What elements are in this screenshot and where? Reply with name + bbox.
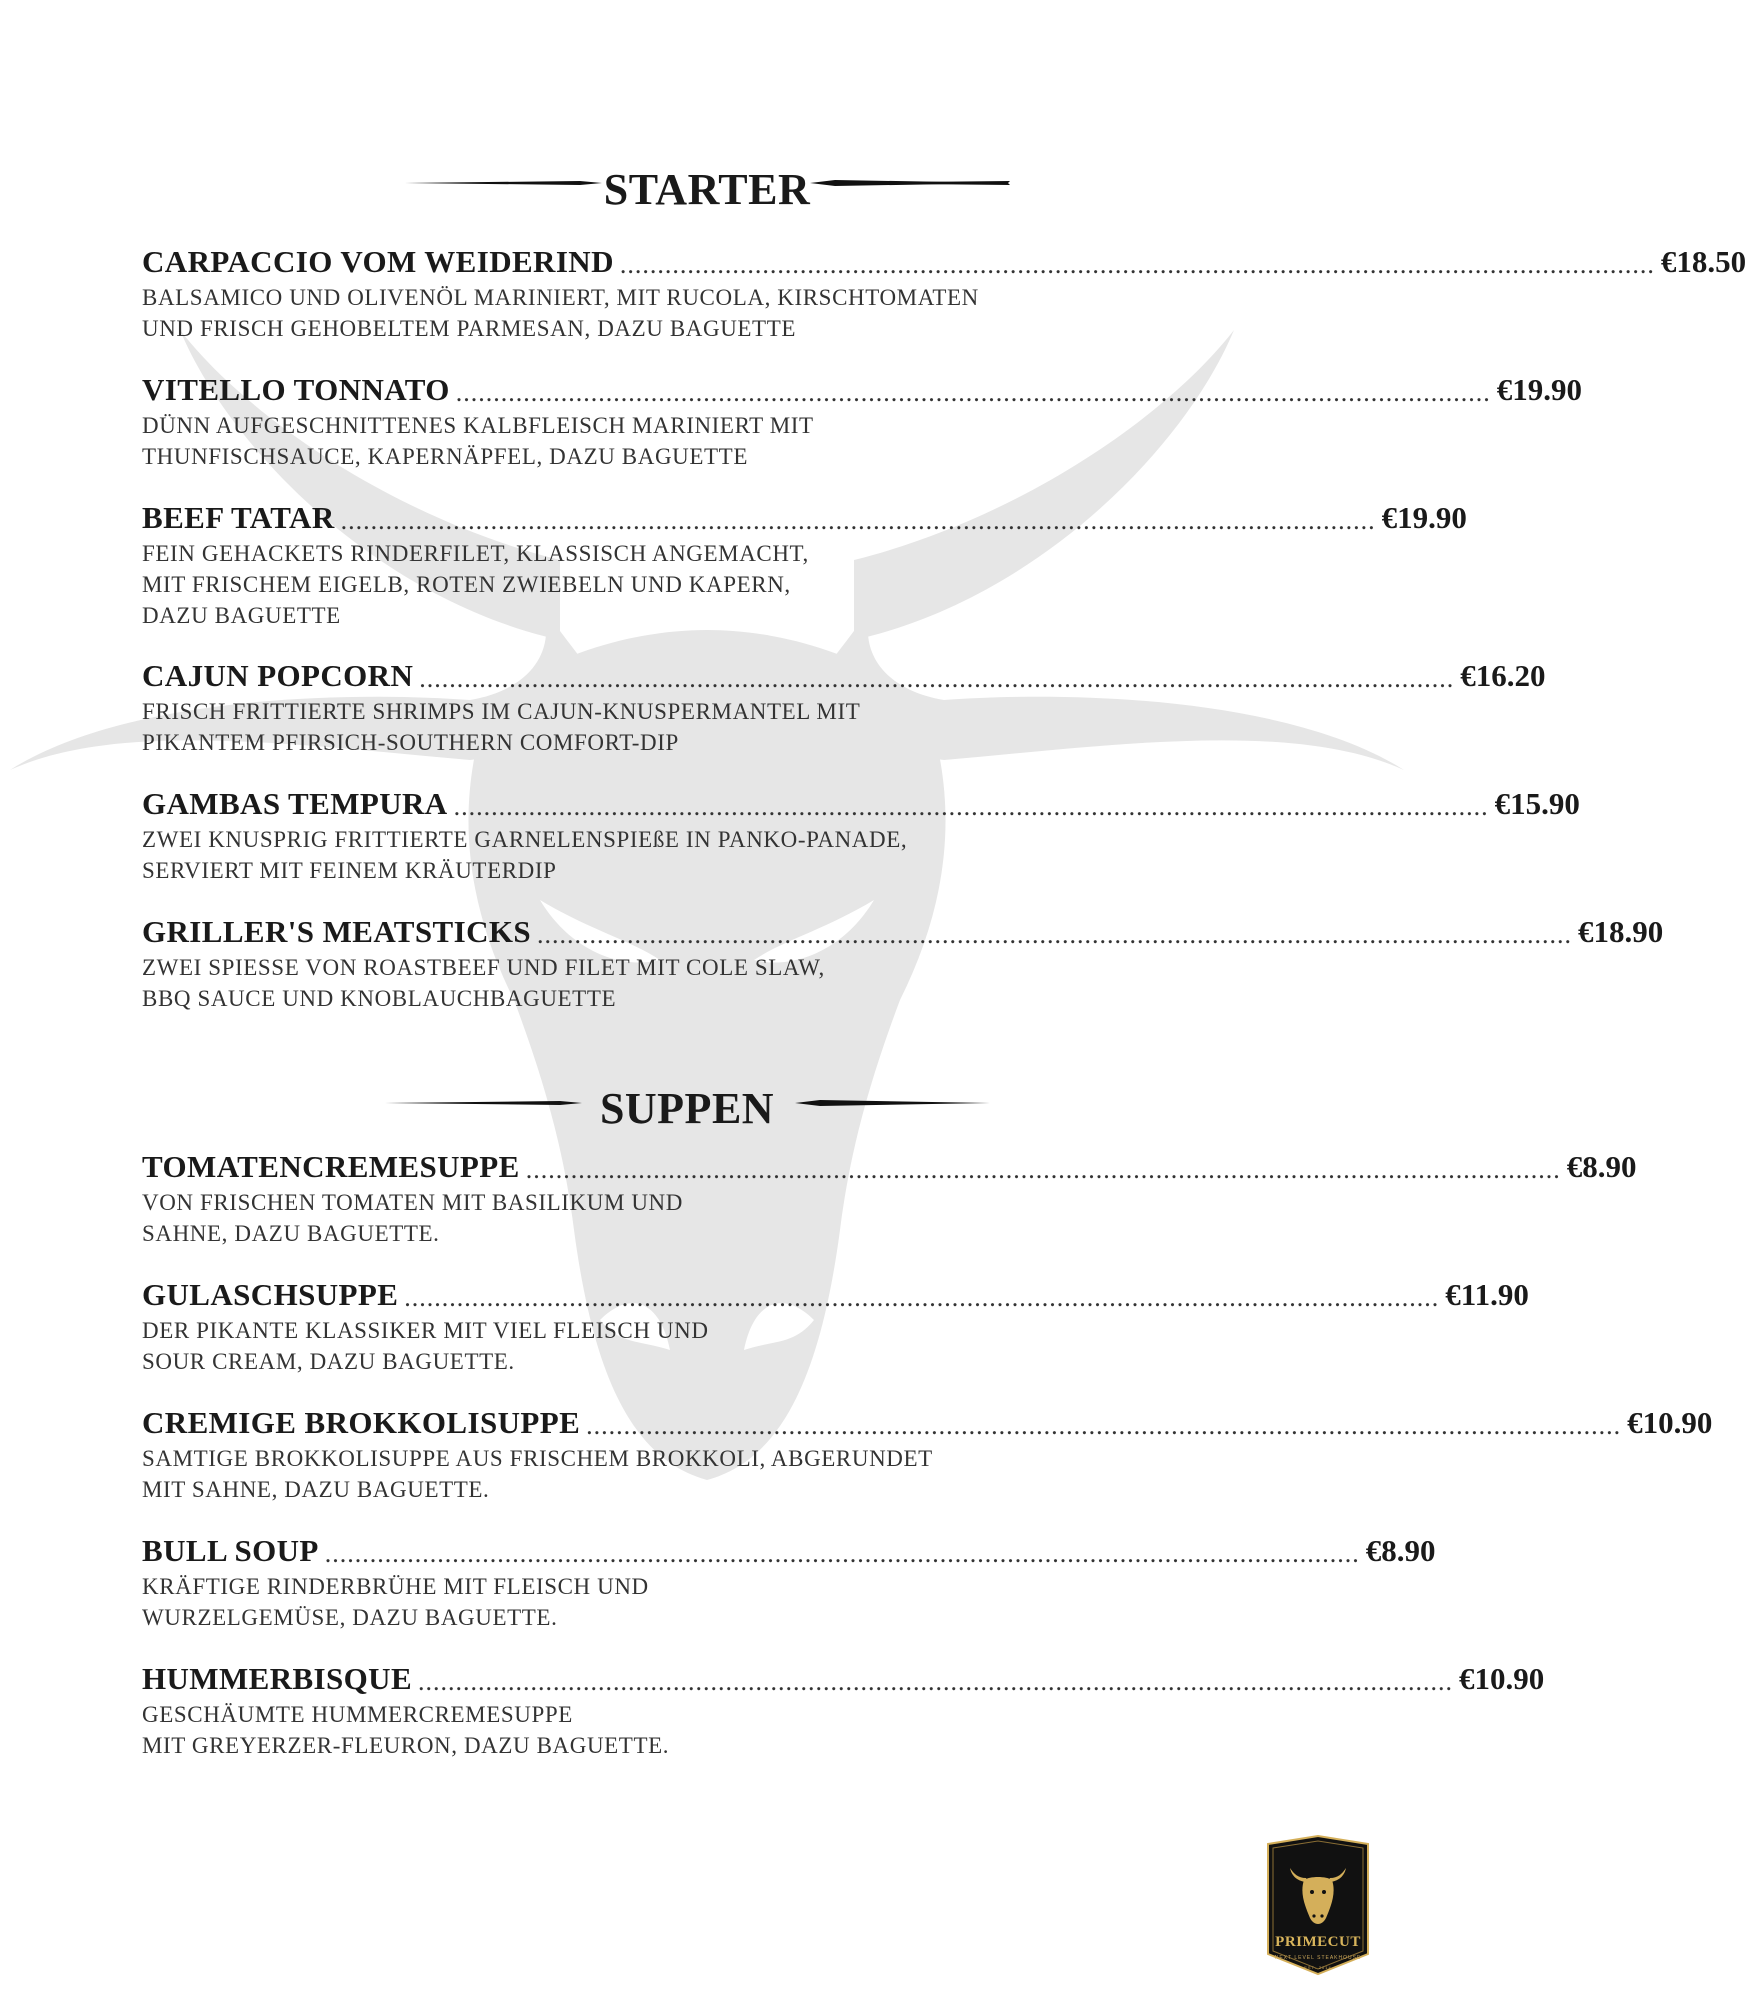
logo-tagline: NEXT LEVEL STEAKHOUSE (1274, 1955, 1362, 1961)
leader-dots: .......................................................................................................................................... (418, 1667, 1454, 1696)
menu-item (142, 782, 1580, 886)
menu-item (142, 654, 1546, 758)
menu-item (142, 1273, 1529, 1377)
menu-item (142, 1657, 1545, 1761)
item-price: €11.90 (1445, 1277, 1529, 1312)
item-price: €16.20 (1460, 658, 1546, 693)
item-description: SAMTIGE BROKKOLISUPPE AUS FRISCHEM BROKKOLI, ABGERUNDET MIT SAHNE, DAZU BAGUETTE. (142, 1446, 933, 1502)
item-name: CAJUN POPCORN (142, 658, 414, 693)
item-name: GULASCHSUPPE (142, 1277, 399, 1312)
logo-est: EST. 2014 (1304, 1965, 1332, 1970)
item-price: €19.90 (1381, 500, 1467, 535)
item-price: €18.50 (1660, 244, 1747, 279)
primecut-logo (1262, 1834, 1374, 1981)
menu-item (142, 910, 1664, 1014)
leader-dots: .......................................................................................................................................... (525, 1155, 1561, 1184)
item-name: GRILLER'S MEATSTICKS (142, 914, 532, 949)
section-title: STARTER (603, 165, 811, 214)
leader-dots: .......................................................................................................................................... (537, 920, 1573, 949)
item-name: TOMATENCREMESUPPE (142, 1149, 520, 1184)
item-price: €18.90 (1578, 914, 1664, 949)
item-description: GESCHÄUMTE HUMMERCREMESUPPE MIT GREYERZER-FLEURON, DAZU BAGUETTE. (142, 1702, 670, 1758)
item-description: KRÄFTIGE RINDERBRÜHE MIT FLEISCH UND WURZELGEMÜSE, DAZU BAGUETTE. (142, 1574, 649, 1630)
leader-dots: .......................................................................................................................................... (455, 378, 1491, 407)
menu-item (142, 240, 1747, 344)
item-price: €8.90 (1365, 1533, 1436, 1568)
menu-item (142, 368, 1583, 472)
item-price: €19.90 (1496, 372, 1583, 407)
menu-item (142, 1401, 1713, 1505)
item-name: HUMMERBISQUE (142, 1661, 413, 1696)
item-name: CARPACCIO VOM WEIDERIND (142, 244, 614, 279)
item-description: BALSAMICO UND OLIVENÖL MARINIERT, MIT RUCOLA, KIRSCHTOMATEN UND FRISCH GEHOBELTEM PARMESAN, DAZU BAGUETTE (142, 285, 979, 341)
item-name: BULL SOUP (142, 1533, 319, 1568)
logo-brand: PRIMECUT (1275, 1934, 1361, 1950)
section-heading-suppen (0, 1075, 1414, 1135)
item-price: €8.90 (1566, 1149, 1637, 1184)
item-description: ZWEI SPIESSE VON ROASTBEEF UND FILET MIT COLE SLAW, BBQ SAUCE UND KNOBLAUCHBAGUETTE (142, 955, 825, 1011)
menu-item (142, 496, 1467, 631)
item-price: €10.90 (1459, 1661, 1545, 1696)
menu-item (142, 1529, 1436, 1633)
item-name: VITELLO TONNATO (142, 372, 450, 407)
leader-dots: .......................................................................................................................................... (324, 1539, 1360, 1568)
leader-dots: .......................................................................................................................................... (340, 506, 1376, 535)
leader-dots: .......................................................................................................................................... (586, 1411, 1622, 1440)
item-name: CREMIGE BROKKOLISUPPE (142, 1405, 581, 1440)
item-description: DER PIKANTE KLASSIKER MIT VIEL FLEISCH UND SOUR CREAM, DAZU BAGUETTE. (142, 1318, 709, 1374)
item-price: €10.90 (1627, 1405, 1713, 1440)
leader-dots: .......................................................................................................................................... (419, 664, 1455, 693)
item-description: DÜNN AUFGESCHNITTENES KALBFLEISCH MARINIERT MIT THUNFISCHSAUCE, KAPERNÄPFEL, DAZU BAGUETTE (142, 413, 814, 469)
item-name: GAMBAS TEMPURA (142, 786, 448, 821)
menu-item (142, 1145, 1637, 1249)
item-name: BEEF TATAR (142, 500, 335, 535)
leader-dots: .......................................................................................................................................... (404, 1283, 1440, 1312)
item-description: FRISCH FRITTIERTE SHRIMPS IM CAJUN-KNUSPERMANTEL MIT PIKANTEM PFIRSICH-SOUTHERN COMFORT-DIP (142, 699, 861, 755)
leader-dots: .......................................................................................................................................... (619, 250, 1655, 279)
item-price: €15.90 (1494, 786, 1580, 821)
item-description: FEIN GEHACKETS RINDERFILET, KLASSISCH ANGEMACHT, MIT FRISCHEM EIGELB, ROTEN ZWIEBELN UND KAPERN, DAZU BAGUETTE (142, 541, 809, 628)
section-heading-starter (0, 156, 1414, 216)
item-description: ZWEI KNUSPRIG FRITTIERTE GARNELENSPIEßE IN PANKO-PANADE, SERVIERT MIT FEINEM KRÄUTERDIP (142, 827, 908, 883)
section-title: SUPPEN (599, 1084, 775, 1133)
leader-dots: .......................................................................................................................................... (453, 792, 1489, 821)
item-description: VON FRISCHEN TOMATEN MIT BASILIKUM UND SAHNE, DAZU BAGUETTE. (142, 1190, 683, 1246)
